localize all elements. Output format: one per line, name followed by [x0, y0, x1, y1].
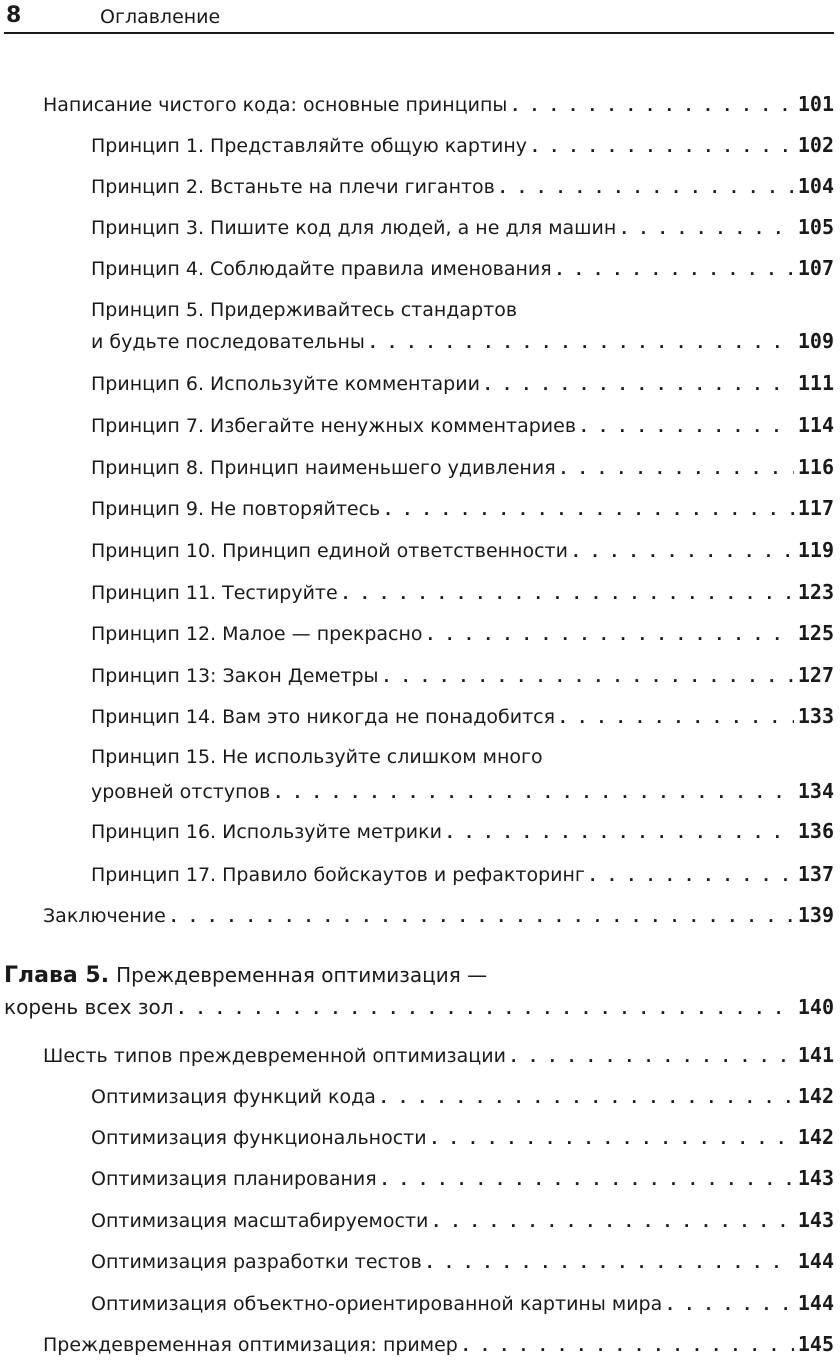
toc-page-number: 144: [797, 1291, 834, 1315]
toc-title: Шесть типов преждевременной оптимизации: [43, 1045, 506, 1067]
dot-leader: [379, 1085, 794, 1111]
toc-title: Принцип 14. Вам это никогда не понадобится: [91, 706, 556, 728]
toc-page-number: 134: [797, 779, 834, 803]
toc-entry-principle-17[interactable]: [91, 861, 834, 889]
dot-leader: [588, 863, 794, 889]
toc-entry-principle-7[interactable]: [91, 412, 834, 440]
toc-entry-optimization-4[interactable]: [91, 1207, 834, 1235]
toc-entry-optimization-5[interactable]: [91, 1248, 834, 1276]
toc-entry-example[interactable]: [43, 1331, 834, 1359]
toc-entry-principle-1[interactable]: [91, 132, 834, 160]
toc-entry-principle-14[interactable]: [91, 703, 834, 731]
dot-leader: [341, 581, 794, 607]
toc-page-number: 111: [797, 371, 834, 395]
toc-entry-principle-12[interactable]: [91, 620, 834, 648]
toc-title: Принцип 13: Закон Деметры: [91, 665, 379, 687]
toc-entry-principle-13[interactable]: [91, 662, 834, 690]
toc-page-number: 133: [797, 704, 834, 728]
toc-page-number: 143: [797, 1166, 834, 1190]
toc-title: Написание чистого кода: основные принципы: [43, 94, 508, 116]
toc-entry-optimization-1[interactable]: [91, 1083, 834, 1111]
toc-title: Принцип 11. Тестируйте: [91, 582, 338, 604]
toc-title: Оптимизация функций кода: [91, 1086, 376, 1108]
toc-title: Принцип 3. Пишите код для людей, а не для машин: [91, 217, 617, 239]
toc-title: Принцип 10. Принцип единой ответственности: [91, 540, 568, 562]
toc-title: Оптимизация объектно-ориентированной картины мира: [91, 1293, 663, 1315]
page-number: 8: [6, 3, 22, 28]
toc-title: Принцип 16. Используйте метрики: [91, 821, 442, 843]
toc-page-number: 136: [797, 819, 834, 843]
dot-leader: [558, 705, 794, 731]
toc-entry-chapter-5[interactable]: [4, 962, 834, 1022]
toc-title: Принцип 8. Принцип наименьшего удивления: [91, 457, 556, 479]
toc-page-number: 123: [797, 580, 834, 604]
toc-entry-principle-9[interactable]: [91, 495, 834, 523]
toc-page-number: 142: [797, 1125, 834, 1149]
toc-page-number: 144: [797, 1249, 834, 1273]
dot-leader: [383, 497, 794, 523]
dot-leader: [430, 1126, 794, 1152]
dot-leader: [169, 904, 794, 930]
toc-entry-clean-code[interactable]: [43, 91, 834, 119]
toc-entry-principle-8[interactable]: [91, 454, 834, 482]
toc-entry-principle-16[interactable]: [91, 818, 834, 846]
toc-page-number: 145: [797, 1332, 834, 1356]
dot-leader: [273, 780, 794, 806]
dot-leader: [431, 1209, 794, 1235]
toc-entry-principle-15[interactable]: [91, 744, 834, 806]
dot-leader: [510, 93, 793, 119]
toc-title: Заключение: [43, 905, 166, 927]
dot-leader: [509, 1044, 794, 1070]
toc-entry-principle-4[interactable]: [91, 255, 834, 283]
toc-page-number: 139: [797, 903, 834, 927]
toc-entry-principle-2[interactable]: [91, 173, 834, 201]
toc-page-number: 102: [797, 133, 834, 157]
toc-title: Преждевременная оптимизация: пример: [43, 1334, 458, 1356]
toc-title-line-1: Принцип 15. Не используйте слишком много: [91, 746, 543, 768]
toc-entry-principle-5[interactable]: [91, 297, 834, 356]
dot-leader: [530, 134, 794, 160]
dot-leader: [382, 664, 794, 690]
dot-leader: [426, 622, 794, 648]
dot-leader: [619, 216, 794, 242]
toc-page-number: 116: [797, 455, 834, 479]
dot-leader: [483, 372, 794, 398]
toc-title: Принцип 2. Встаньте на плечи гигантов: [91, 176, 495, 198]
toc-entry-optimization-6[interactable]: [91, 1290, 834, 1318]
toc-page-number: 127: [797, 663, 834, 687]
toc-page-number: 101: [797, 92, 834, 116]
dot-leader: [498, 175, 794, 201]
running-title: Оглавление: [100, 6, 221, 28]
toc-entry-principle-10[interactable]: [91, 537, 834, 565]
toc-page-number: 109: [797, 329, 834, 353]
toc-entry-conclusion[interactable]: [43, 902, 834, 930]
toc-title: Оптимизация планирования: [91, 1168, 377, 1190]
toc-title: Принцип 6. Используйте комментарии: [91, 373, 480, 395]
toc-title: Принцип 12. Малое — прекрасно: [91, 623, 423, 645]
toc-entry-principle-3[interactable]: [91, 214, 834, 242]
toc-title: Оптимизация разработки тестов: [91, 1251, 422, 1273]
dot-leader: [368, 330, 794, 356]
dot-leader: [555, 257, 794, 283]
chapter-label: Глава 5.: [4, 963, 110, 988]
toc-page-number: 125: [797, 621, 834, 645]
dot-leader: [579, 414, 794, 440]
toc-page-number: 117: [797, 496, 834, 520]
toc-page-number: 143: [797, 1208, 834, 1232]
toc-entry-optimization-2[interactable]: [91, 1124, 834, 1152]
dot-leader: [665, 1292, 794, 1318]
toc-page-number: 105: [797, 215, 834, 239]
toc-page-number: 107: [797, 256, 834, 280]
chapter-title-line-1: Преждевременная оптимизация —: [116, 963, 488, 987]
dot-leader: [461, 1333, 794, 1359]
toc-entry-optimization-3[interactable]: [91, 1165, 834, 1193]
toc-title: Принцип 9. Не повторяйтесь: [91, 498, 381, 520]
toc-title-line-1: Принцип 5. Придерживайтесь стандартов: [91, 299, 518, 321]
toc-title-line-2: и будьте последовательны: [91, 331, 365, 353]
dot-leader: [559, 456, 794, 482]
toc-title: Оптимизация масштабируемости: [91, 1210, 429, 1232]
toc-entry-six-types[interactable]: [43, 1042, 834, 1070]
toc-title-line-2: уровней отступов: [91, 781, 271, 803]
running-header: [4, 2, 834, 34]
toc-title: Принцип 4. Соблюдайте правила именования: [91, 258, 552, 280]
dot-leader: [571, 539, 794, 565]
toc-page-number: 104: [797, 174, 834, 198]
toc-entry-principle-11[interactable]: [91, 579, 834, 607]
dot-leader: [445, 820, 794, 846]
chapter-title-line-2: корень всех зол: [4, 995, 174, 1019]
toc-title: Принцип 17. Правило бойскаутов и рефакторинг: [91, 864, 585, 886]
dot-leader: [176, 996, 793, 1022]
toc-page-number: 114: [797, 413, 834, 437]
toc-page-number: 119: [797, 538, 834, 562]
toc-title: Принцип 7. Избегайте ненужных комментариев: [91, 415, 577, 437]
toc-page-number: 141: [797, 1043, 834, 1067]
toc-page-number: 140: [797, 995, 834, 1019]
toc-page-number: 137: [797, 862, 834, 886]
toc-title: Оптимизация функциональности: [91, 1127, 427, 1149]
dot-leader: [425, 1250, 794, 1276]
toc-page-number: 142: [797, 1084, 834, 1108]
toc-title: Принцип 1. Представляйте общую картину: [91, 135, 528, 157]
dot-leader: [380, 1167, 794, 1193]
toc-entry-principle-6[interactable]: [91, 370, 834, 398]
